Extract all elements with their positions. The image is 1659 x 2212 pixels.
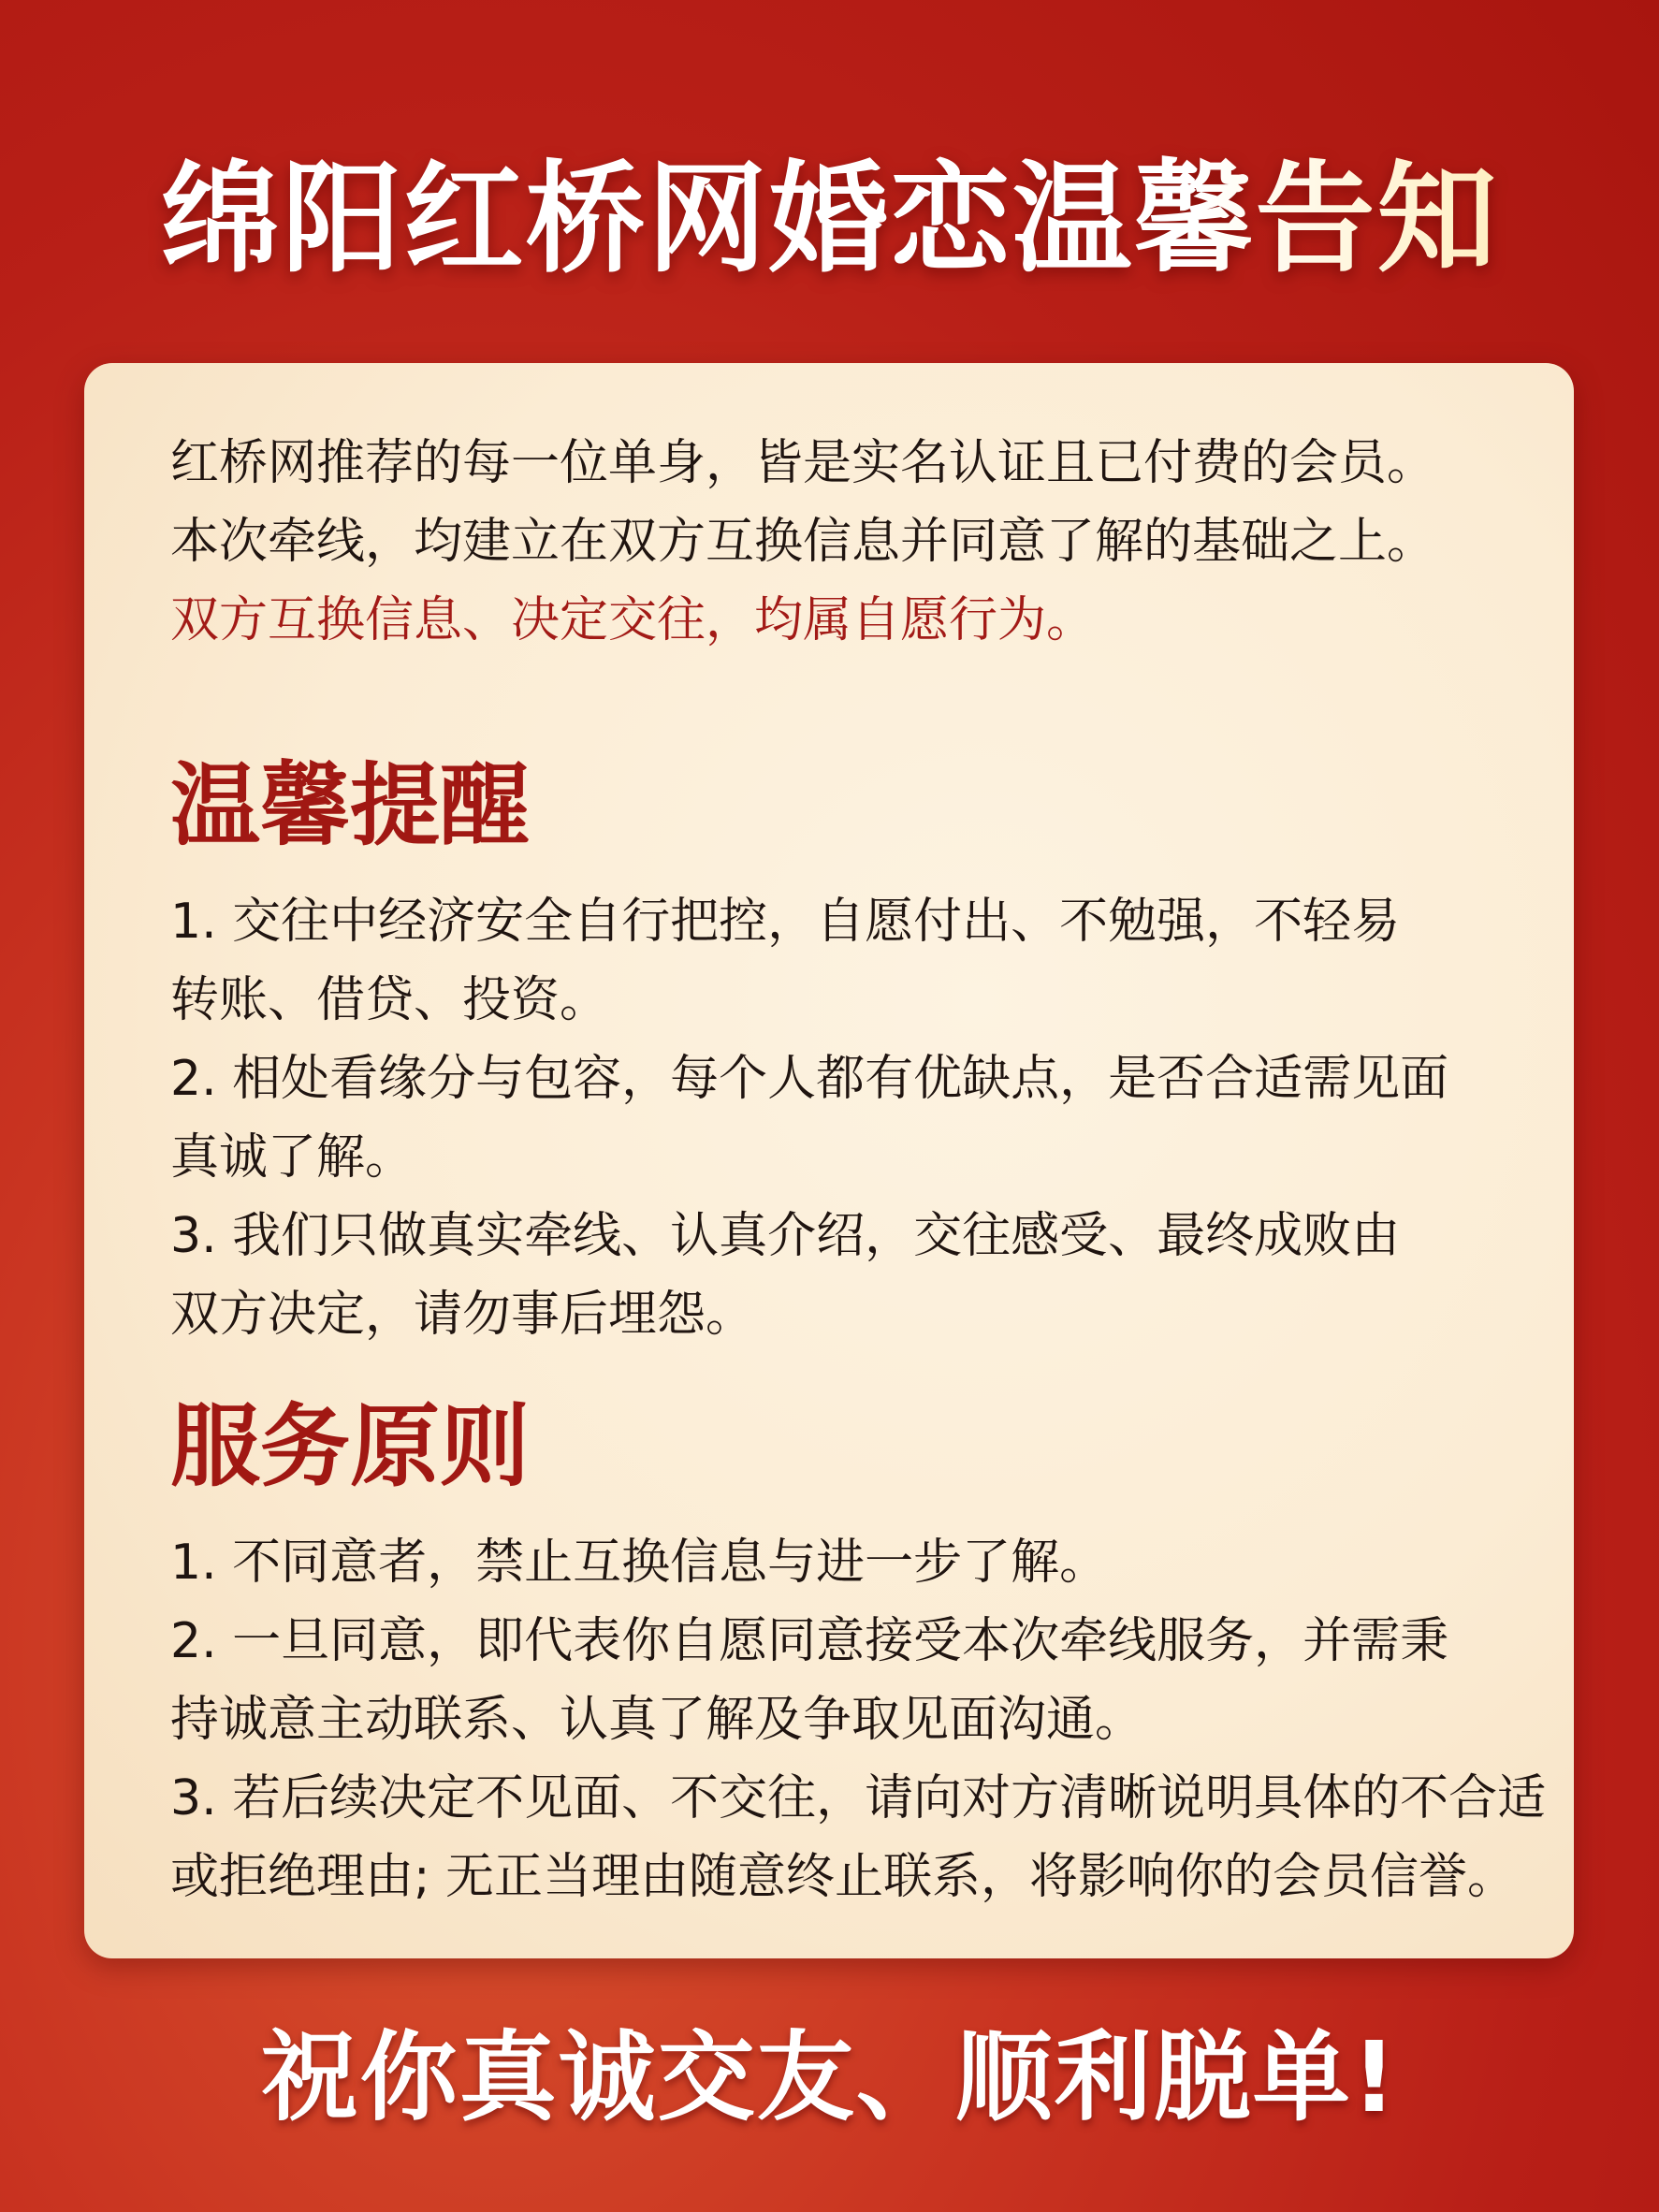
footer-slogan: 祝你真诚交友、顺利脱单!	[260, 2020, 1399, 2134]
reminder-heading: 温馨提醒	[170, 753, 530, 858]
principle-line: 1. 不同意者，禁止互换信息与进一步了解。	[170, 1535, 1109, 1591]
intro-line: 红桥网推荐的每一位单身，皆是实名认证且已付费的会员。	[170, 435, 1436, 491]
reminder-line: 2. 相处看缘分与包容，每个人都有优缺点，是否合适需见面	[170, 1051, 1449, 1107]
reminder-line: 转账、借贷、投资。	[170, 972, 609, 1028]
principle-line: 或拒绝理由; 无正当理由随意终止联系，将影响你的会员信誉。	[170, 1849, 1517, 1905]
principle-line: 持诚意主动联系、认真了解及争取见面沟通。	[170, 1692, 1144, 1748]
reminder-list	[170, 882, 1518, 1354]
notice-card	[84, 363, 1574, 1958]
principles-list	[170, 1523, 1547, 1916]
principle-line: 3. 若后续决定不见面、不交往，请向对方清晰说明具体的不合适	[170, 1770, 1547, 1826]
intro-line: 本次牵线，均建立在双方互换信息并同意了解的基础之上。	[170, 514, 1436, 570]
reminder-line: 3. 我们只做真实牵线、认真介绍，交往感受、最终成败由	[170, 1208, 1401, 1264]
principle-line: 2. 一旦同意，即代表你自愿同意接受本次牵线服务，并需秉	[170, 1613, 1449, 1669]
reminder-line: 1. 交往中经济安全自行把控，自愿付出、不勉强，不轻易	[170, 894, 1401, 950]
reminder-line: 双方决定，请勿事后埋怨。	[170, 1287, 755, 1343]
intro-section	[170, 424, 1518, 660]
page-title: 绵阳红桥网婚恋温馨告知	[0, 140, 1659, 299]
principles-heading: 服务原则	[170, 1394, 530, 1499]
intro-highlight-line: 双方互换信息、决定交往，均属自愿行为。	[170, 592, 1096, 648]
reminder-line: 真诚了解。	[170, 1129, 415, 1186]
